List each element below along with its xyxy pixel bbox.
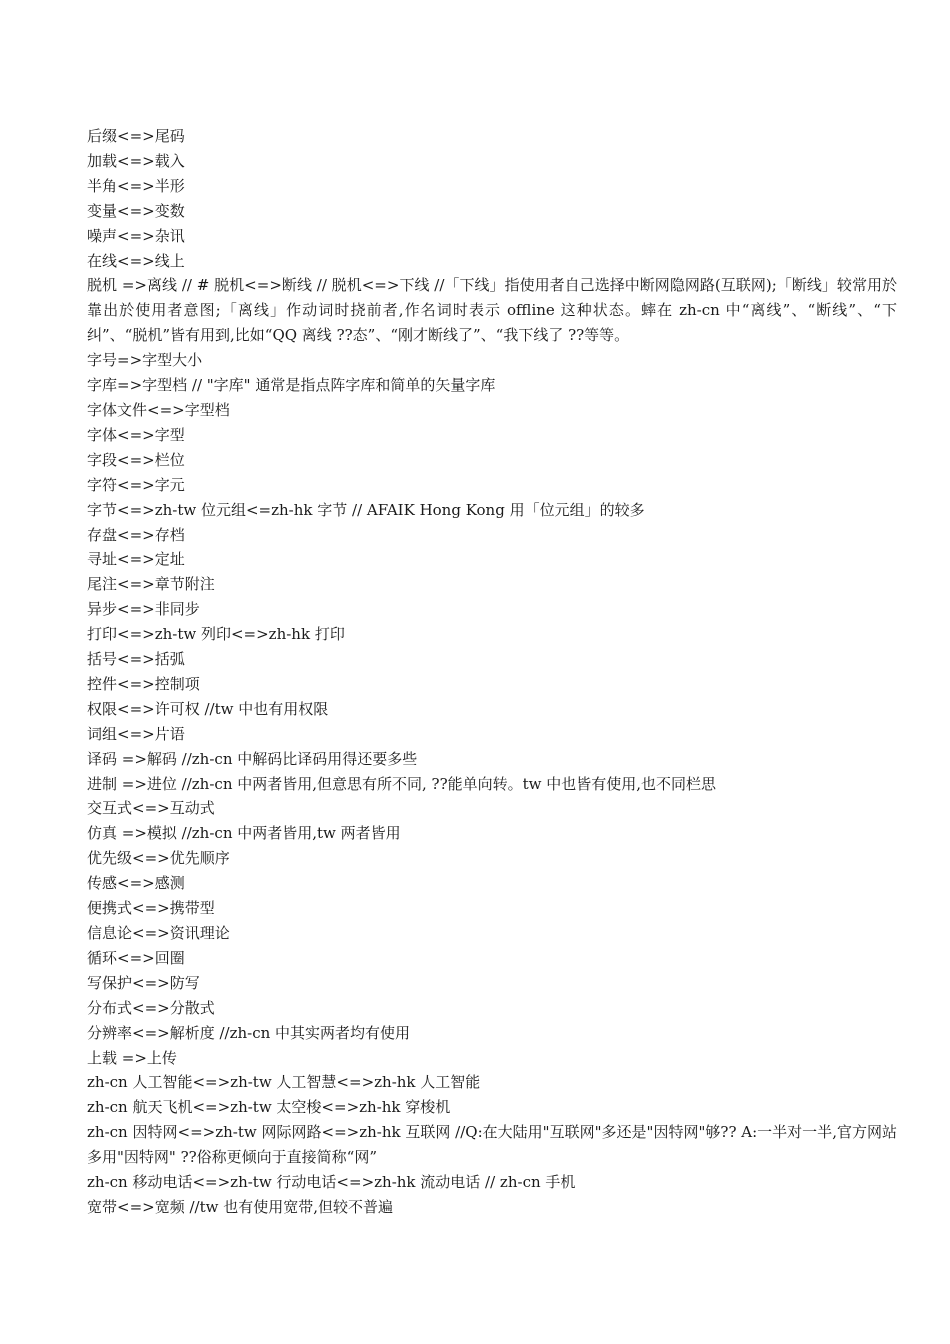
text-line: 字节<=>zh-tw 位元组<=zh-hk 字节 // AFAIK Hong Kong 用「位元组」的较多: [87, 500, 645, 519]
text-line: 宽带<=>宽频 //tw 也有使用宽带,但较不普遍: [87, 1197, 393, 1216]
text-line: 译码 =>解码 //zh-cn 中解码比译码用得还要多些: [87, 749, 418, 768]
text-line: 字段<=>栏位: [87, 450, 185, 469]
document-body: [87, 124, 897, 1220]
text-line: 字库=>字型档 // "字库" 通常是指点阵字库和简单的矢量字库: [87, 376, 496, 395]
text-line: 半角<=>半形: [87, 176, 185, 195]
text-line: 词组<=>片语: [87, 724, 185, 743]
text-line: 噪声<=>杂讯: [87, 226, 185, 245]
text-line: 加载<=>载入: [87, 151, 185, 170]
text-line: 循环<=>回圈: [87, 948, 185, 967]
text-line: 传感<=>感测: [87, 874, 185, 893]
text-line: 异步<=>非同步: [87, 600, 200, 619]
text-line: 在线<=>线上: [87, 251, 185, 270]
text-line: 字体<=>字型: [87, 425, 185, 444]
text-line: 便携式<=>携带型: [87, 899, 215, 918]
text-line: 后缀<=>尾码: [87, 127, 185, 145]
text-line: zh-cn 人工智能<=>zh-tw 人工智慧<=>zh-hk 人工智能: [87, 1073, 481, 1092]
text-line: 括号<=>括弧: [87, 650, 185, 669]
text-line: 字符<=>字元: [87, 475, 185, 494]
text-line: 控件<=>控制项: [87, 674, 200, 693]
text-line: 字号=>字型大小: [87, 351, 203, 370]
text-line: 权限<=>许可权 //tw 中也有用权限: [87, 699, 329, 718]
text-line: 信息论<=>资讯理论: [87, 924, 230, 942]
text-line: 尾注<=>章节附注: [87, 575, 215, 594]
text-line: 进制 =>进位 //zh-cn 中两者皆用,但意思有所不同, ??能单向转。tw 中也皆有使用,也不同栏思: [87, 774, 717, 793]
text-line: 仿真 =>模拟 //zh-cn 中两者皆用,tw 两者皆用: [87, 824, 401, 843]
text-line: 分布式<=>分散式: [87, 998, 215, 1017]
text-paragraph: zh-cn 因特网<=>zh-tw 网际网路<=>zh-hk 互联网 //Q:在大陆用"互联网"多还是"因特网"够?? A:一半对一半,官方网站多用"因特网" ??俗称更倾向于直接简称“网”: [87, 1123, 897, 1167]
text-line: 变量<=>变数: [87, 201, 185, 220]
text-line: 分辨率<=>解析度 //zh-cn 中其实两者均有使用: [87, 1023, 411, 1042]
text-line: 字体文件<=>字型档: [87, 400, 230, 419]
text-line: 打印<=>zh-tw 列印<=>zh-hk 打印: [87, 625, 345, 644]
text-line: 存盘<=>存档: [87, 525, 185, 544]
text-paragraph: 脱机 =>离线 // # 脱机<=>断线 // 脱机<=>下线 //「下线」指使用者自己选择中断网隐网路(互联网);「断线」较常用於靠出於使用者意图;「离线」作动词时挠前者,作名词时表示 offline 这种状态。蟀在 zh-cn 中“离线”、“断线”、“下纠”、“脱机”皆有用到,比如“QQ 离线 ??态”、“刚才断线了”、“我下线了 ??等等。: [87, 276, 897, 345]
text-line: 寻址<=>定址: [87, 550, 185, 569]
text-line: 写保护<=>防写: [87, 973, 200, 992]
text-line: 优先级<=>优先顺序: [87, 849, 230, 868]
text-line: zh-cn 航天飞机<=>zh-tw 太空梭<=>zh-hk 穿梭机: [87, 1098, 451, 1117]
text-line: zh-cn 移动电话<=>zh-tw 行动电话<=>zh-hk 流动电话 // zh-cn 手机: [87, 1173, 576, 1192]
text-line: 交互式<=>互动式: [87, 799, 215, 818]
text-line: 上载 =>上传: [87, 1048, 177, 1067]
